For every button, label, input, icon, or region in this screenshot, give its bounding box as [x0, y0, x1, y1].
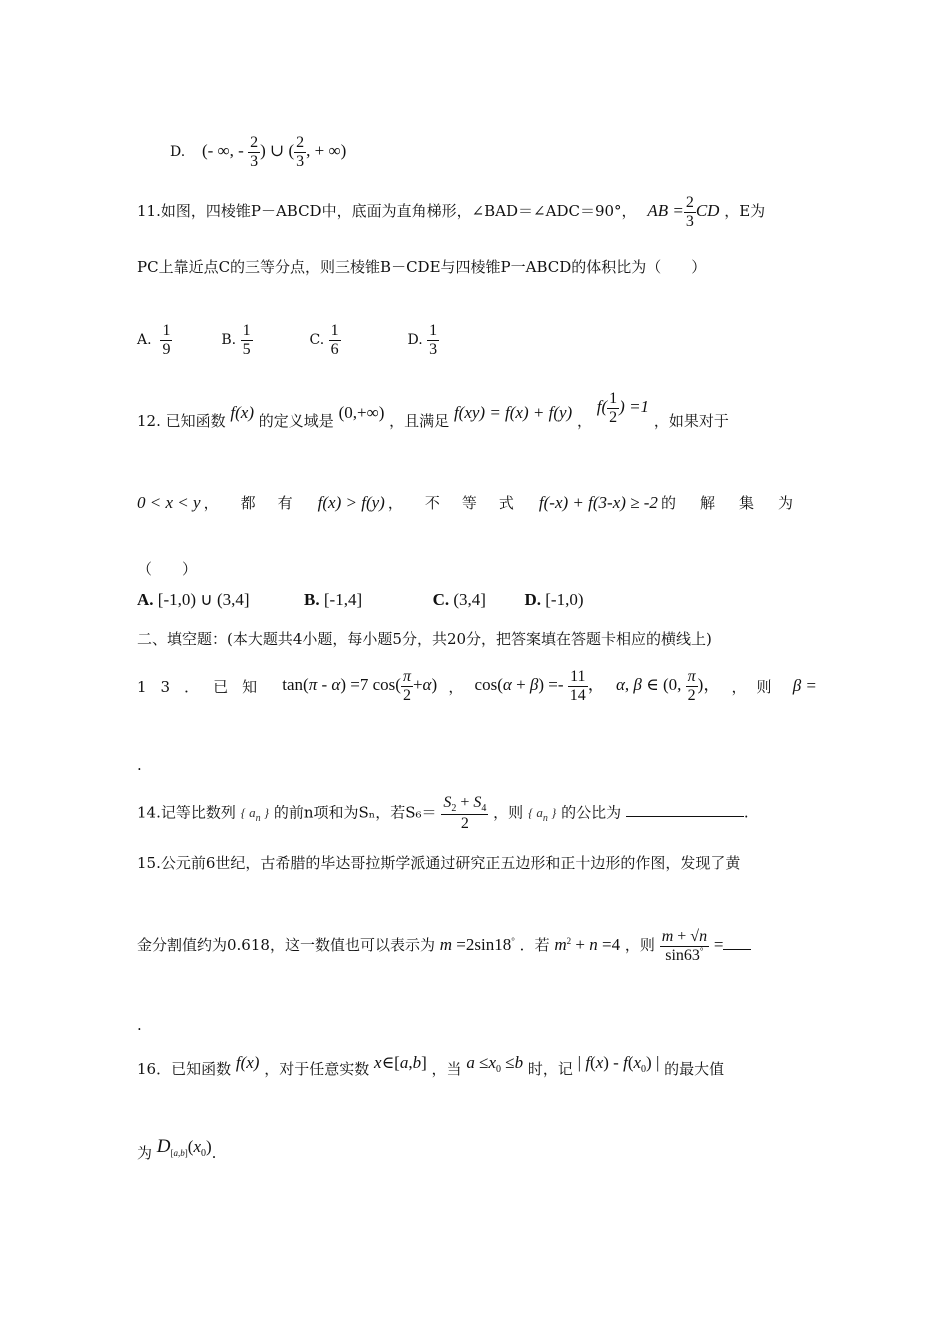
- q13-text-a: 13．已知: [137, 677, 272, 696]
- q12-text-c: ，且满足: [389, 412, 450, 430]
- q12-text-a: 12. 已知函数: [137, 412, 226, 430]
- q13-eq2: cos(α + β) =- $\frac{11}{14}$ ，: [474, 668, 605, 704]
- q16-x-in: x∈[a,b]: [374, 1053, 427, 1072]
- opt-label: A.: [137, 332, 152, 349]
- q13-line: 13．已知 tan(π - α) =7 cos( $\frac{\pi}{2}$ +α) ， cos(α + β) =- $\frac{11}{14}$ ， α, β ∈ (0, $\frac{\pi}{2}$ )， ，则 β =: [137, 668, 817, 704]
- opt-num: 1: [429, 322, 438, 339]
- q16-D: $D_{[a,b]}(x_0)$: [156, 1136, 212, 1159]
- q12-opt-c-label: C.: [432, 590, 450, 609]
- q11-opt-b: [221, 322, 252, 358]
- opt-label: C.: [309, 332, 325, 349]
- q12-options: [137, 590, 583, 610]
- q16-fx: f(x): [235, 1053, 260, 1072]
- q15-dot: .: [137, 1016, 142, 1034]
- q16-text-e: 的最大值: [664, 1060, 725, 1078]
- q15-line1: 15.公元前6世纪，古希腊的毕达哥拉斯学派通过研究正五边形和正十边形的作图，发现了黄: [137, 854, 741, 872]
- q12-opt-b-label: B.: [304, 590, 320, 609]
- q14-line: [137, 794, 749, 833]
- q12-line1: [137, 390, 729, 440]
- q13-text-b: ，则: [731, 677, 782, 696]
- q15-line2: [137, 928, 751, 964]
- q14-answer-blank[interactable]: [626, 816, 744, 817]
- q12-text-e: ，如果对于: [653, 412, 729, 430]
- q14-text-c: ，则: [493, 803, 524, 822]
- q11-text-a: 11.如图，四棱锥P－ABCD中，底面为直角梯形，∠BAD＝∠ADC＝90°，: [137, 202, 637, 220]
- q11-options: [137, 322, 439, 358]
- q14-text-b: 的前n项和为Sₙ，若S₆＝: [273, 803, 437, 822]
- opt-num: 1: [330, 322, 339, 339]
- q15-frac: $\frac{m + √n}{\sin 63^\circ}$: [661, 928, 708, 964]
- q15-cond: $m^2 + n =4$: [554, 935, 621, 955]
- q10-option-d: [170, 134, 346, 170]
- q12-fx: f(x): [230, 403, 254, 422]
- q12-cond: 0 < x < y: [137, 493, 201, 512]
- q16-line1: [137, 1053, 725, 1081]
- opt-den: 5: [242, 340, 251, 358]
- q15-m-eq: m =2sin18°: [439, 935, 515, 955]
- q11-opt-c: [309, 322, 340, 358]
- q12-opt-a-label: A.: [137, 590, 154, 609]
- opt-num: 1: [162, 322, 171, 339]
- q12-f-half: f( $\frac{1}{2}$ ) =1: [596, 390, 650, 426]
- q10-d-expr: (- ∞, - $\frac{2}{3}$ ) ∪ ( $\frac{2}{3}$ , + ∞): [201, 134, 347, 170]
- opt-den: 3: [429, 340, 438, 358]
- q16-text-a: 16．已知函数: [137, 1060, 232, 1078]
- opt-den: 9: [162, 340, 171, 358]
- q12-text-h: ，不等式: [387, 494, 536, 512]
- q12-opt-d-label: D.: [524, 590, 541, 609]
- opt-num: 1: [242, 322, 251, 339]
- q12-opt-b: [-1,4]: [323, 590, 363, 609]
- q12-answer-paren: （ ）: [137, 560, 198, 578]
- q11-ab-eq: AB = $\frac{2}{3}$ CD: [647, 194, 720, 230]
- opt-label: D.: [407, 332, 423, 349]
- q11-text-b: ，E为: [724, 202, 766, 220]
- q15-equals: =: [713, 935, 724, 955]
- q11-line1: [137, 194, 765, 230]
- q16-end: .: [211, 1144, 217, 1162]
- q12-domain: (0,+∞): [338, 403, 385, 422]
- q13-eq3: α, β ∈ (0, $\frac{\pi}{2}$ )，: [615, 668, 721, 704]
- q11-line2: PC上靠近点C的三等分点，则三棱锥B－CDE与四棱锥P一ABCD的体积比为（ ）: [137, 258, 707, 276]
- q11-opt-d: [407, 322, 440, 358]
- q12-inequality: f(-x) + f(3-x) ≥ -2: [538, 493, 658, 512]
- q14-seq: { $a_n$ }: [240, 805, 270, 825]
- q16-text-c: ，当: [431, 1060, 462, 1078]
- q15-text-c: ，则: [624, 936, 655, 955]
- q16-line2: [137, 1136, 217, 1165]
- q12-opt-a: [-1,0) ∪ (3,4]: [157, 590, 250, 609]
- q10-d-label: D.: [170, 144, 186, 160]
- q15-text-b: ．若: [519, 936, 550, 955]
- q12-text-d: ，: [576, 412, 592, 430]
- q16-text-d: 时，记: [527, 1060, 573, 1078]
- section-heading-fill-in: 二、填空题：(本大题共4小题，每小题5分，共20分，把答案填在答题卡相应的横线上): [137, 630, 712, 648]
- q12-opt-c: (3,4]: [453, 590, 486, 609]
- q16-abs: | $f(x) - f(x_0)$ |: [577, 1053, 660, 1075]
- q14-seq-2: { $a_n$ }: [527, 805, 557, 825]
- q12-text-i: 的解集为: [660, 494, 817, 512]
- q14-text-a: 14.记等比数列: [137, 803, 236, 822]
- q12-opt-d: [-1,0): [545, 590, 584, 609]
- q12-monotone: f(x) > f(y): [317, 493, 385, 512]
- q16-text-b: ，对于任意实数: [264, 1060, 370, 1078]
- opt-label: B.: [221, 332, 237, 349]
- q16-cond: $a \le x_0 \le b$: [466, 1053, 524, 1075]
- q15-answer-blank[interactable]: [723, 949, 751, 950]
- q12-functional-eq: f(xy) = f(x) + f(y): [453, 403, 573, 422]
- q14-frac: $\frac{S_2 + S_4}{2}$: [443, 794, 487, 832]
- q13-dot: .: [137, 756, 142, 774]
- q14-text-d: 的公比为: [561, 803, 622, 822]
- q12-text-g: ，都有: [203, 494, 315, 512]
- q13-ask: β =: [792, 676, 817, 696]
- q16-text-f: 为: [137, 1144, 153, 1162]
- q12-line2: [137, 492, 817, 513]
- q11-opt-a: [137, 322, 172, 358]
- q13-eq1: tan(π - α) =7 cos( $\frac{\pi}{2}$ +α): [282, 668, 438, 704]
- q12-text-b: 的定义域是: [258, 412, 334, 430]
- q15-text-a: 金分割值约为0.618，这一数值也可以表示为: [137, 936, 435, 955]
- opt-den: 6: [330, 340, 339, 358]
- q14-end: .: [743, 803, 749, 822]
